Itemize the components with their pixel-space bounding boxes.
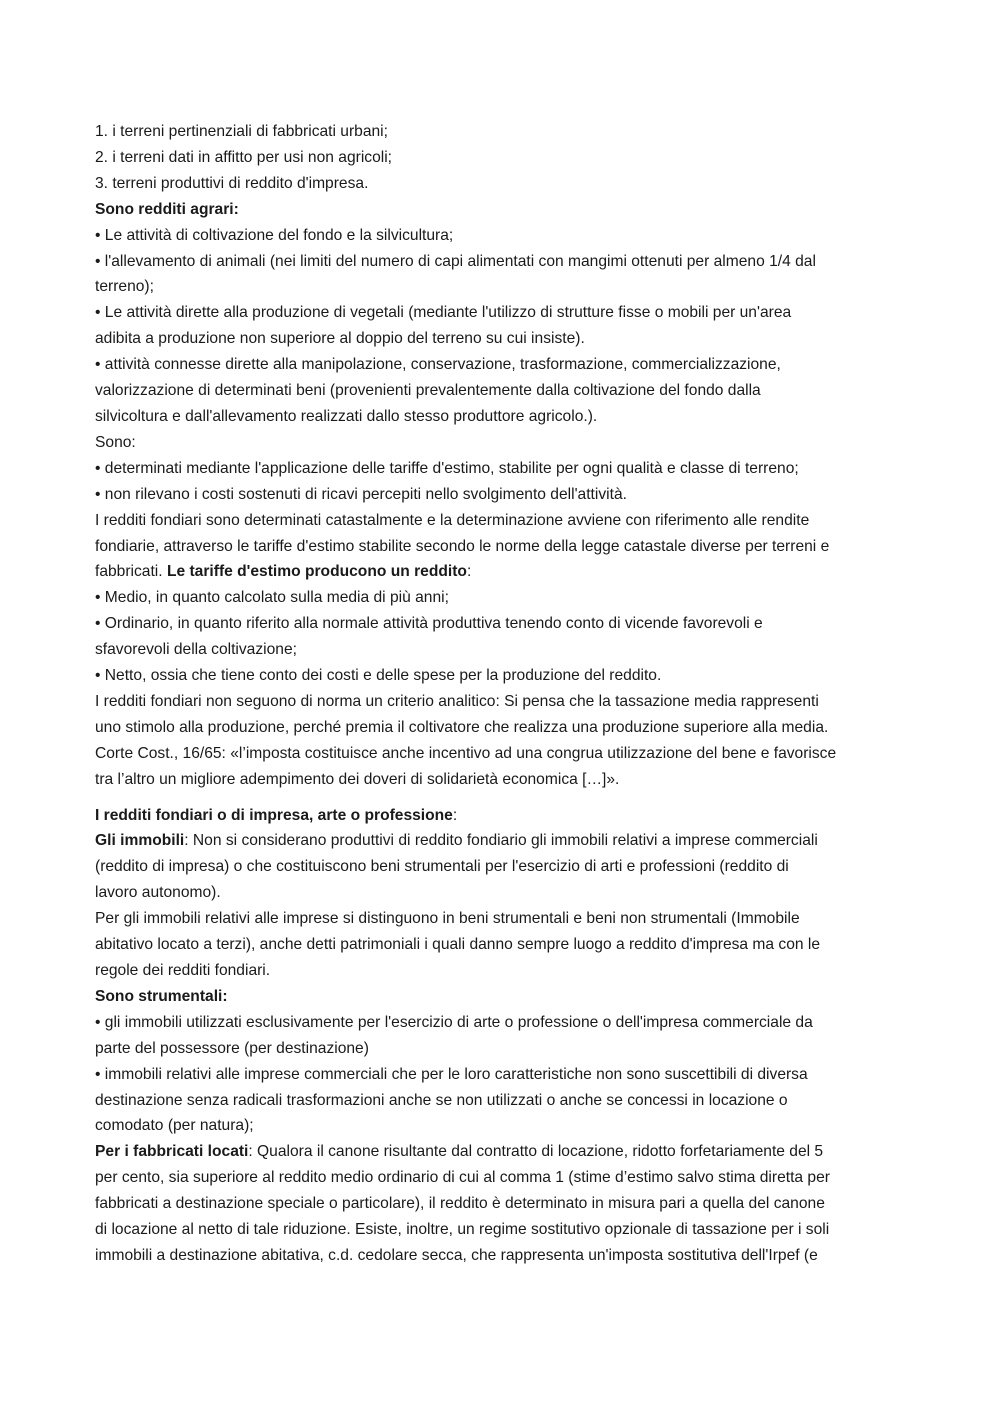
agrari-heading: Sono redditi agrari: [95, 200, 239, 218]
inline-text: : Non si considerano produttivi di reddito fondiario gli immobili relativi a imprese commerciali [184, 832, 818, 850]
list-item: 3. terreni produttivi di reddito d'impresa. [95, 174, 369, 192]
paragraph-gap [95, 793, 907, 803]
paragraph-line: di locazione al netto di tale riduzione. Esiste, inoltre, un regime sostitutivo opzionale di tassazione per i soli [95, 1221, 830, 1239]
immobili-label: Gli immobili [95, 832, 185, 850]
tariffe-heading: Le tariffe d'estimo producono un reddito [166, 563, 467, 581]
bullet-line: • Le attività dirette alla produzione di vegetali (mediante l'utilizzo di strutture fisse o mobili per un'area [95, 304, 792, 322]
inline-text: : Qualora il canone risultante dal contratto di locazione, ridotto forfetariamente del 5 [248, 1143, 824, 1161]
paragraph-line: regole dei redditi fondiari. [95, 962, 271, 979]
bullet-line: adibita a produzione non superiore al doppio del terreno su cui insiste). [95, 330, 585, 348]
paragraph-line: immobili a destinazione abitativa, c.d. cedolare secca, che rappresenta un'imposta sostitutiva dell'Irpef (e [95, 1246, 818, 1264]
bullet-line: • Ordinario, in quanto riferito alla normale attività produttiva tenendo conto di vicende favorevoli e [95, 615, 763, 633]
locati-label: Per i fabbricati locati [95, 1143, 249, 1161]
paragraph-line [95, 559, 907, 585]
bullet-line: • immobili relativi alle imprese commerciali che per le loro caratteristiche non sono suscettibili di diversa [95, 1065, 808, 1083]
paragraph-line: (reddito di impresa) o che costituiscono beni strumentali per l'esercizio di arti e professioni (reddito di [95, 858, 789, 876]
strumentali-heading: Sono strumentali: [95, 987, 228, 1005]
bullet-line: parte del possessore (per destinazione) [95, 1039, 369, 1057]
document-page [95, 119, 907, 1269]
bullet-line: silvicoltura e dall'allevamento realizzati dallo stesso produttore agricolo.). [95, 407, 598, 425]
paragraph-line: Per gli immobili relativi alle imprese si distinguono in beni strumentali e beni non strumentali (Immobile [95, 910, 800, 928]
section-heading-text: I redditi fondiari o di impresa, arte o professione [95, 806, 453, 824]
bullet-line: • Le attività di coltivazione del fondo e la silvicultura; [95, 226, 454, 244]
bullet-line: • gli immobili utilizzati esclusivamente per l'esercizio di arte o professione o dell'impresa commerciale da [95, 1013, 813, 1031]
paragraph-line: fondiarie, attraverso le tariffe d'estimo stabilite secondo le norme della legge catastale diverse per terreni e [95, 537, 830, 555]
paragraph-line: tra l’altro un migliore adempimento dei doveri di solidarietà economica […]». [95, 770, 620, 788]
paragraph-line: I redditi fondiari non seguono di norma un criterio analitico: Si pensa che la tassazione media rappresenti [95, 692, 819, 710]
bullet-line: terreno); [95, 278, 154, 296]
list-item: 2. i terreni dati in affitto per usi non agricoli; [95, 148, 393, 166]
bullet-line: • Netto, ossia che tiene conto dei costi e delle spese per la produzione del reddito. [95, 667, 662, 685]
paragraph-line: abitativo locato a terzi), anche detti patrimoniali i quali danno sempre luogo a reddito d'impresa ma con le [95, 936, 821, 954]
bullet-line: • non rilevano i costi sostenuti di ricavi percepiti nello svolgimento dell'attività. [95, 485, 627, 503]
paragraph-line [95, 1139, 907, 1165]
paragraph-line: per cento, sia superiore al reddito medio ordinario di cui al comma 1 (stime d’estimo salvo stima diretta per [95, 1169, 830, 1187]
bullet-line: • Medio, in quanto calcolato sulla media di più anni; [95, 589, 449, 607]
paragraph-line: uno stimolo alla produzione, perché premia il coltivatore che realizza una produzione superiore alla media. [95, 718, 829, 736]
inline-text: : [452, 806, 458, 824]
inline-text: fabbricati. [95, 563, 167, 581]
sono-label: Sono: [95, 433, 136, 451]
paragraph-line: I redditi fondiari sono determinati catastalmente e la determinazione avviene con riferimento alle rendite [95, 511, 810, 529]
inline-text: : [466, 563, 472, 581]
bullet-line: • attività connesse dirette alla manipolazione, conservazione, trasformazione, commercializzazione, [95, 356, 781, 374]
bullet-line: valorizzazione di determinati beni (provenienti prevalentemente dalla coltivazione del fondo dalla [95, 382, 761, 400]
paragraph-line: fabbricati a destinazione speciale o particolare), il reddito è determinato in misura pari a quella del canone [95, 1195, 825, 1213]
bullet-line: comodato (per natura); [95, 1117, 254, 1135]
bullet-line: sfavorevoli della coltivazione; [95, 641, 297, 659]
paragraph-line: Corte Cost., 16/65: «l’imposta costituisce anche incentivo ad una congrua utilizzazione del bene e favorisce [95, 744, 837, 762]
bullet-line: • determinati mediante l'applicazione delle tariffe d'estimo, stabilite per ogni qualità e classe di terreno; [95, 459, 799, 477]
list-item: 1. i terreni pertinenziali di fabbricati urbani; [95, 123, 388, 140]
section-heading [95, 803, 907, 829]
bullet-line: • l'allevamento di animali (nei limiti del numero di capi alimentati con mangimi ottenuti per almeno 1/4 dal [95, 252, 816, 270]
paragraph-line [95, 828, 907, 854]
paragraph-line: lavoro autonomo). [95, 884, 221, 902]
bullet-line: destinazione senza radicali trasformazioni anche se non utilizzati o anche se concessi in locazione o [95, 1091, 788, 1109]
